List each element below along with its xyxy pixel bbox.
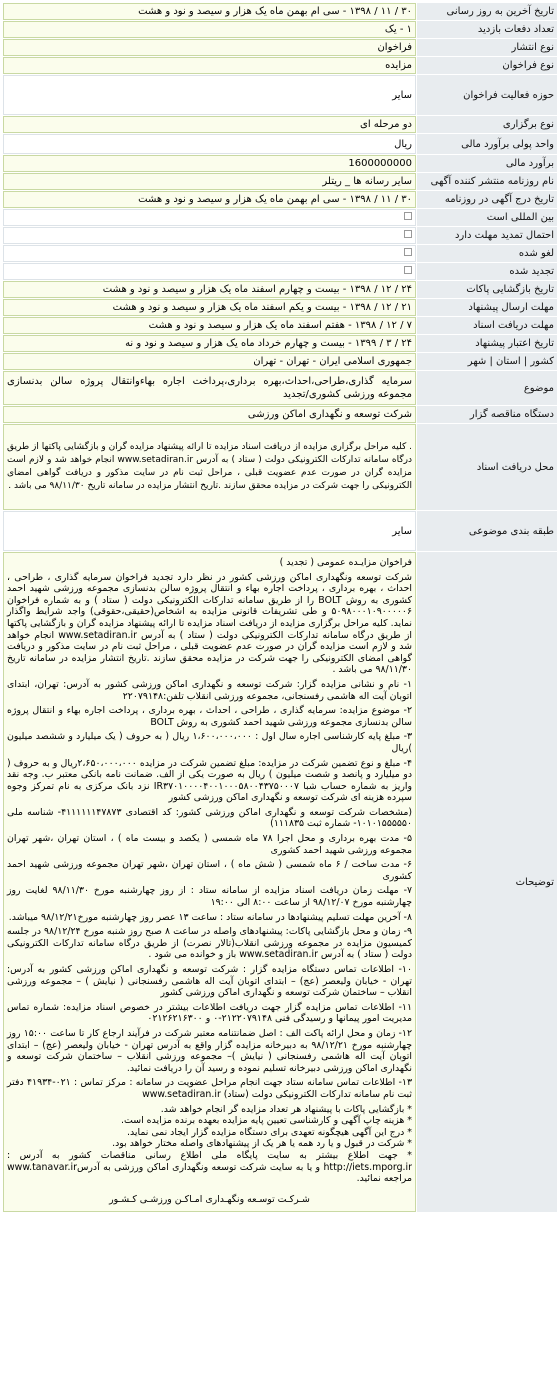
row-call-type bbox=[3, 57, 557, 74]
value-visit-count: ۱ - یک bbox=[3, 21, 416, 38]
label-call-type: نوع فراخوان bbox=[417, 57, 557, 74]
value-submit-deadline: ۲۱ / ۱۲ / ۱۳۹۸ - بیست و یکم اسفند ماه یک هزار و سیصد و نود و هشت bbox=[3, 299, 416, 316]
value-last-update: ۳۰ / ۱۱ / ۱۳۹۸ - سی ام بهمن ماه یک هزار و سیصد و نود و هشت bbox=[3, 3, 416, 20]
row-newspaper bbox=[3, 173, 557, 190]
row-location bbox=[3, 353, 557, 370]
label-organizer: دستگاه مناقصه گزار bbox=[417, 406, 557, 423]
row-docs-deadline bbox=[3, 317, 557, 334]
row-opening-date bbox=[3, 281, 557, 298]
desc-item-6: ۶- مدت ساخت / ۶ ماه شمسی ( شش ماه ) ، استان تهران ،شهر تهران مجموعه ورزشی شهید احمد کشوری bbox=[7, 859, 412, 882]
renewed-checkbox[interactable] bbox=[404, 266, 412, 274]
row-description bbox=[3, 552, 557, 1212]
label-currency: واحد پولی برآورد مالی bbox=[417, 134, 557, 154]
label-cancelled: لغو شده bbox=[417, 245, 557, 262]
row-newspaper-date bbox=[3, 191, 557, 208]
desc-item-2: ۲- موضوع مزایده: سرمایه گذاری ، طراحی ، احداث ، بهره برداری ، پرداخت اجاره بهاء و انتقال پروژه سالن بدنسازی مجموعه ورزشی شهید احمد کشوری به روش BOLT bbox=[7, 705, 412, 728]
row-subject bbox=[3, 371, 557, 405]
desc-note-3: * درج این آگهی هیچگونه تعهدی برای دستگاه مزایده گزار ایجاد نمی نماید. bbox=[126, 1126, 412, 1138]
label-location: کشور | استان | شهر bbox=[417, 353, 557, 370]
label-description: توضیحات bbox=[417, 552, 557, 1212]
value-docs-location: . کلیه مراحل برگزاری مزایده از دریافت اسناد مزایده تا ارائه پیشنهاد مزایده گران و بازگشایی پاکتها از طریق درگاه سامانه تدارکات الکترونیکی دولت ( ستاد ) به آدرس www.setadiran.ir انجام خواهد شد و لازم است مزایده گران در صورت عدم عضویت قبلی ، مراحل ثبت نام در سایت مذکور و دریافت گواهی امضای الکترونیکی را جهت شرکت در مزایده محقق سازند .تاریخ انتشار مزایده در سامانه تاریخ ۹۸/۱۱/۳۰ می باشد . bbox=[3, 424, 416, 510]
label-extension: احتمال تمدید مهلت دارد bbox=[417, 227, 557, 244]
desc-note-2: * هزینه چاپ آگهی و کارشناسی تعیین پایه مزایده بعهده برنده مزایده است. bbox=[121, 1115, 412, 1127]
row-organizer bbox=[3, 406, 557, 423]
row-renewed bbox=[3, 263, 557, 280]
value-activity-field: سایر bbox=[3, 75, 416, 115]
desc-note-5: * جهت اطلاع بیشتر به سایت پایگاه ملی اطلاع رسانی مناقصات کشور به آدرس : http://iets.mporg.ir و یا به سایت شرکت توسعه ونگهداری اماکن ورزشی به آدرسwww.tanavar.ir مراجعه نمائید. bbox=[7, 1149, 412, 1185]
value-currency: ریال bbox=[3, 134, 416, 154]
row-last-update bbox=[3, 3, 557, 20]
value-renewed bbox=[3, 263, 416, 280]
desc-heading: فراخوان مزایـده عمومی ( تجدید ) bbox=[279, 557, 412, 568]
label-opening-date: تاریخ بازگشایی پاکات bbox=[417, 281, 557, 298]
row-cancelled bbox=[3, 245, 557, 262]
value-location: جمهوری اسلامی ایران - تهران - تهران bbox=[3, 353, 416, 370]
label-activity-field: حوزه فعالیت فراخوان bbox=[417, 75, 557, 115]
label-docs-location: محل دریافت اسناد bbox=[417, 424, 557, 510]
row-activity-field bbox=[3, 75, 557, 115]
label-renewed: تجدید شده bbox=[417, 263, 557, 280]
value-validity: ۲۴ / ۳ / ۱۳۹۹ - بیست و چهارم خرداد ماه یک هزار و سیصد و نود و نه bbox=[3, 335, 416, 352]
value-newspaper: سایر رسانه ها _ ریتلر bbox=[3, 173, 416, 190]
value-description bbox=[3, 552, 416, 1212]
desc-item-10: ۱۰- اطلاعات تماس دستگاه مزایده گزار : شرکت توسعه و نگهداری اماکن ورزشی کشور به آدرس: تهران - خیابان ولیعصر (عج) – ابتدای اتوبان آیت اله هاشمی رفسنجانی ( نیایش ) – مجموعه ورزشی انقلاب – ساختمان شرکت توسعه و نگهداری اماکن ورزشی کشور bbox=[7, 964, 412, 999]
desc-note-4: * شرکت در قبول و یا رد همه یا هر یک از پیشنهادهای واصله مختار خواهد بود. bbox=[112, 1138, 412, 1150]
label-last-update: تاریخ آخرین به روز رسانی bbox=[417, 3, 557, 20]
international-checkbox[interactable] bbox=[404, 212, 412, 220]
value-publish-type: فراخوان bbox=[3, 39, 416, 56]
desc-item-5: ۵- مدت بهره برداری و محل اجرا ۷۸ ماه شمسی ( یکصد و بیست ماه ) ، استان تهران ،شهر تهران مجموعه ورزشی شهید احمد کشوری bbox=[7, 833, 412, 856]
row-publish-type bbox=[3, 39, 557, 56]
row-validity bbox=[3, 335, 557, 352]
desc-item-9: ۹- زمان و محل بازگشایی پاکات: پیشنهادهای واصله در ساعت ۸ صبح روز شنبه مورخ ۹۸/۱۲/۲۴ در جلسه کمیسیون مزایده در مجموعه ورزشی انقلاب(تالار نصرت) از طریق درگاه سامانه تدارکات الکترونیکی دولت ( ستاد ) به آدرس www.setadiran.ir باز و خوانده می شود . bbox=[7, 926, 413, 961]
row-international bbox=[3, 209, 557, 226]
desc-note-1: * بازگشایی پاکات با پیشنهاد هر تعداد مزایده گر انجام خواهد شد. bbox=[160, 1103, 412, 1115]
label-newspaper-date: تاریخ درج آگهی در روزنامه bbox=[417, 191, 557, 208]
label-category: طبقه بندی موضوعی bbox=[417, 511, 557, 551]
row-estimate bbox=[3, 155, 557, 172]
desc-item-12: ۱۲- زمان و محل ارائه پاکت الف : اصل ضمانتنامه معتبر شرکت در فرآیند ارجاع کار تا ساعت ۱۵:۰۰ روز چهارشنبه مورخ ۹۸/۱۲/۲۱ به دبیرخانه مزایده گزار واقع به آدرس تهران - خیابان ولیعصر (عج) – ابتدای اتوبان آیت اله هاشمی رفسنجانی ( نیایش )– مجموعه ورزشی انقلاب – ساختمان شرکت توسعه و نگهداری اماکن ورزشی دبیرخانه تسلیم نموده و رسید آن را دریافت نمائید. bbox=[7, 1027, 412, 1074]
row-category bbox=[3, 511, 557, 551]
label-validity: تاریخ اعتبار پیشنهاد bbox=[417, 335, 557, 352]
row-holding-type bbox=[3, 116, 557, 133]
label-international: بین المللی است bbox=[417, 209, 557, 226]
desc-signature: شـرکـت توسـعه ونگهـداری امـاکـن ورزشـی کـشـور bbox=[109, 1193, 310, 1205]
tender-details-table bbox=[2, 2, 558, 1213]
row-extension bbox=[3, 227, 557, 244]
value-category: سایر bbox=[3, 511, 416, 551]
label-visit-count: تعداد دفعات بازدید bbox=[417, 21, 557, 38]
label-newspaper: نام روزنامه منتشر کننده آگهی bbox=[417, 173, 557, 190]
label-subject: موضوع bbox=[417, 371, 557, 405]
label-publish-type: نوع انتشار bbox=[417, 39, 557, 56]
desc-item-8: ۸- آخرین مهلت تسلیم پیشنهادها در سامانه ستاد : ساعت ۱۳ عصر روز چهارشنبه مورخ۹۸/۱۲/۲۱ میباشد. bbox=[8, 911, 412, 923]
value-extension bbox=[3, 227, 416, 244]
cancelled-checkbox[interactable] bbox=[404, 248, 412, 256]
desc-item-1: ۱- نام و نشانی مزایده گزار: شرکت توسعه و نگهداری اماکن ورزشی کشور به آدرس: تهران، ابتدای اتوبان آیت اله هاشمی رفسنجانی، مجموعه ورزشی انقلاب تلفن:۲۲۰۷۹۱۴۸ bbox=[7, 678, 412, 702]
value-newspaper-date: ۳۰ / ۱۱ / ۱۳۹۸ - سی ام بهمن ماه یک هزار و سیصد و نود و هشت bbox=[3, 191, 416, 208]
row-docs-location bbox=[3, 424, 557, 510]
value-opening-date: ۲۴ / ۱۲ / ۱۳۹۸ - بیست و چهارم اسفند ماه یک هزار و سیصد و نود و هشت bbox=[3, 281, 416, 298]
row-submit-deadline bbox=[3, 299, 557, 316]
extension-checkbox[interactable] bbox=[404, 230, 412, 238]
label-estimate: برآورد مالی bbox=[417, 155, 557, 172]
value-docs-deadline: ۷ / ۱۲ / ۱۳۹۸ - هفتم اسفند ماه یک هزار و سیصد و نود و هشت bbox=[3, 317, 416, 334]
row-currency bbox=[3, 134, 557, 154]
value-call-type: مزایده bbox=[3, 57, 416, 74]
value-international bbox=[3, 209, 416, 226]
value-subject: سرمایه گذاری،طراحی،احداث،بهره برداری،پرداخت اجاره بهاءوانتقال پروژه سالن بدنسازی مجموعه ورزشی کشوری/تجدید bbox=[3, 371, 416, 405]
value-estimate: 1600000000 bbox=[3, 155, 416, 172]
desc-intro: شرکت توسعه ونگهداری اماکن ورزشی کشور در نظر دارد تجدید فراخوان سرمایه گذاری ، طراحی ، احداث ، بهره برداری ، پرداخت اجاره بهاء و انتقال پروژه سالن بدنسازی مجموعه ورزشی شهید احمد کشوری به روش BOLT را از طریق سامانه تدارکات الکترونیکی دولت ( ستاد ) و به شماره فراخوان ۵۰۹۸۰۰۰۱۰۹۰۰۰۰۰۶ و طی تشریفات قانونی مزایده به اشخاص(حقیقی،حقوقی) واجد شرایط واگذار نماید. کلیه مراحل برگزاری مزایده از دریافت اسناد مزایده تا ارائه پیشنهاد مزایده گران و بازگشایی پاکتها از طریق درگاه سامانه تدارکات الکترونیکی دولت ( ستاد ) به آدرس www.setadiran.ir انجام خواهد شد و لازم است مزایده گران در صورت عدم عضویت قبلی ، مراحل ثبت نام در سایت مذکور و دریافت گواهی امضای الکترونیکی را جهت شرکت در مزایده محقق سازند .تاریخ انتشار مزایده در سامانه تاریخ ۹۸/۱۱/۳۰ می باشد . bbox=[7, 571, 413, 676]
value-holding-type: دو مرحله ای bbox=[3, 116, 416, 133]
desc-item-7: ۷- مهلت زمان دریافت اسناد مزایده از سامانه ستاد : از روز چهارشنبه مورخ ۹۸/۱۱/۳۰ لغایت روز چهارشنبه مورخ ۹۸/۱۲/۰۷ از ساعت ۸:۰۰ الی ۱۹:۰۰ bbox=[7, 885, 413, 909]
label-docs-deadline: مهلت دریافت اسناد bbox=[417, 317, 557, 334]
desc-item-4: ۴- مبلغ و نوع تضمین شرکت در مزایده: مبلغ تضمین شرکت در مزایده ۲،۶۵۰،۰۰۰،۰۰۰ریال و به حروف ( دو میلیارد و پانصد و شصت میلیون ) ریال به صورت یکی از الف. ضمانت نامه بانکی معتبر ب. وجه نقد واریز به شماره حساب شبا IR۳۷۰۱۰۰۰۰۴۰۰۱۰۰۰۵۸۰۰۴۳۷۵۰۰۰۷ نزد بانک مرکزی به نام تمرکز وجوه سپرده هزینه ای شرکت توسعه و نگهداری اماکن ورزشی کشور bbox=[7, 757, 412, 804]
desc-item-11: ۱۱- اطلاعات تماس مزایده گزار جهت دریافت اطلاعات بیشتر در خصوص اسناد مزایده: شماره تماس مدیریت امور پیمانها و رسیدگی فنی ۲۱۲۲۰۷۹۱۴۸-۰ و ۰۲۱۲۶۲۱۶۳۰۰ bbox=[7, 1001, 412, 1025]
value-cancelled bbox=[3, 245, 416, 262]
desc-item-13: ۱۳- اطلاعات تماس سامانه ستاد جهت انجام مراحل عضویت در سامانه : مرکز تماس : ۰۲۱-۴۱۹۳۴ دفتر ثبت نام سامانه تدارکات الکترونیکی دولت (ستاد) www.setadiran.ir bbox=[7, 1077, 412, 1100]
value-organizer: شرکت توسعه و نگهداری اماکن ورزشی bbox=[3, 406, 416, 423]
label-holding-type: نوع برگزاری bbox=[417, 116, 557, 133]
row-visit-count bbox=[3, 21, 557, 38]
desc-item-3: ۳- مبلغ پایه کارشناسی اجاره سال اول : ۱،۶۰۰،۰۰۰،۰۰۰ ریال ( به حروف ( یک میلیارد و ششصد میلیون )ریال bbox=[7, 731, 412, 754]
label-submit-deadline: مهلت ارسال پیشنهاد bbox=[417, 299, 557, 316]
desc-company-info: (مشخصات شرکت توسعه و نگهداری اماکن ورزشی کشور: کد اقتصادی ۴۱۱۱۱۱۱۴۷۸۷۳- شناسه ملی ۱۰۱۰۱۵۵۵۵۵۰- شماره ثبت ۱۱۱۸۳۵) bbox=[7, 806, 412, 830]
